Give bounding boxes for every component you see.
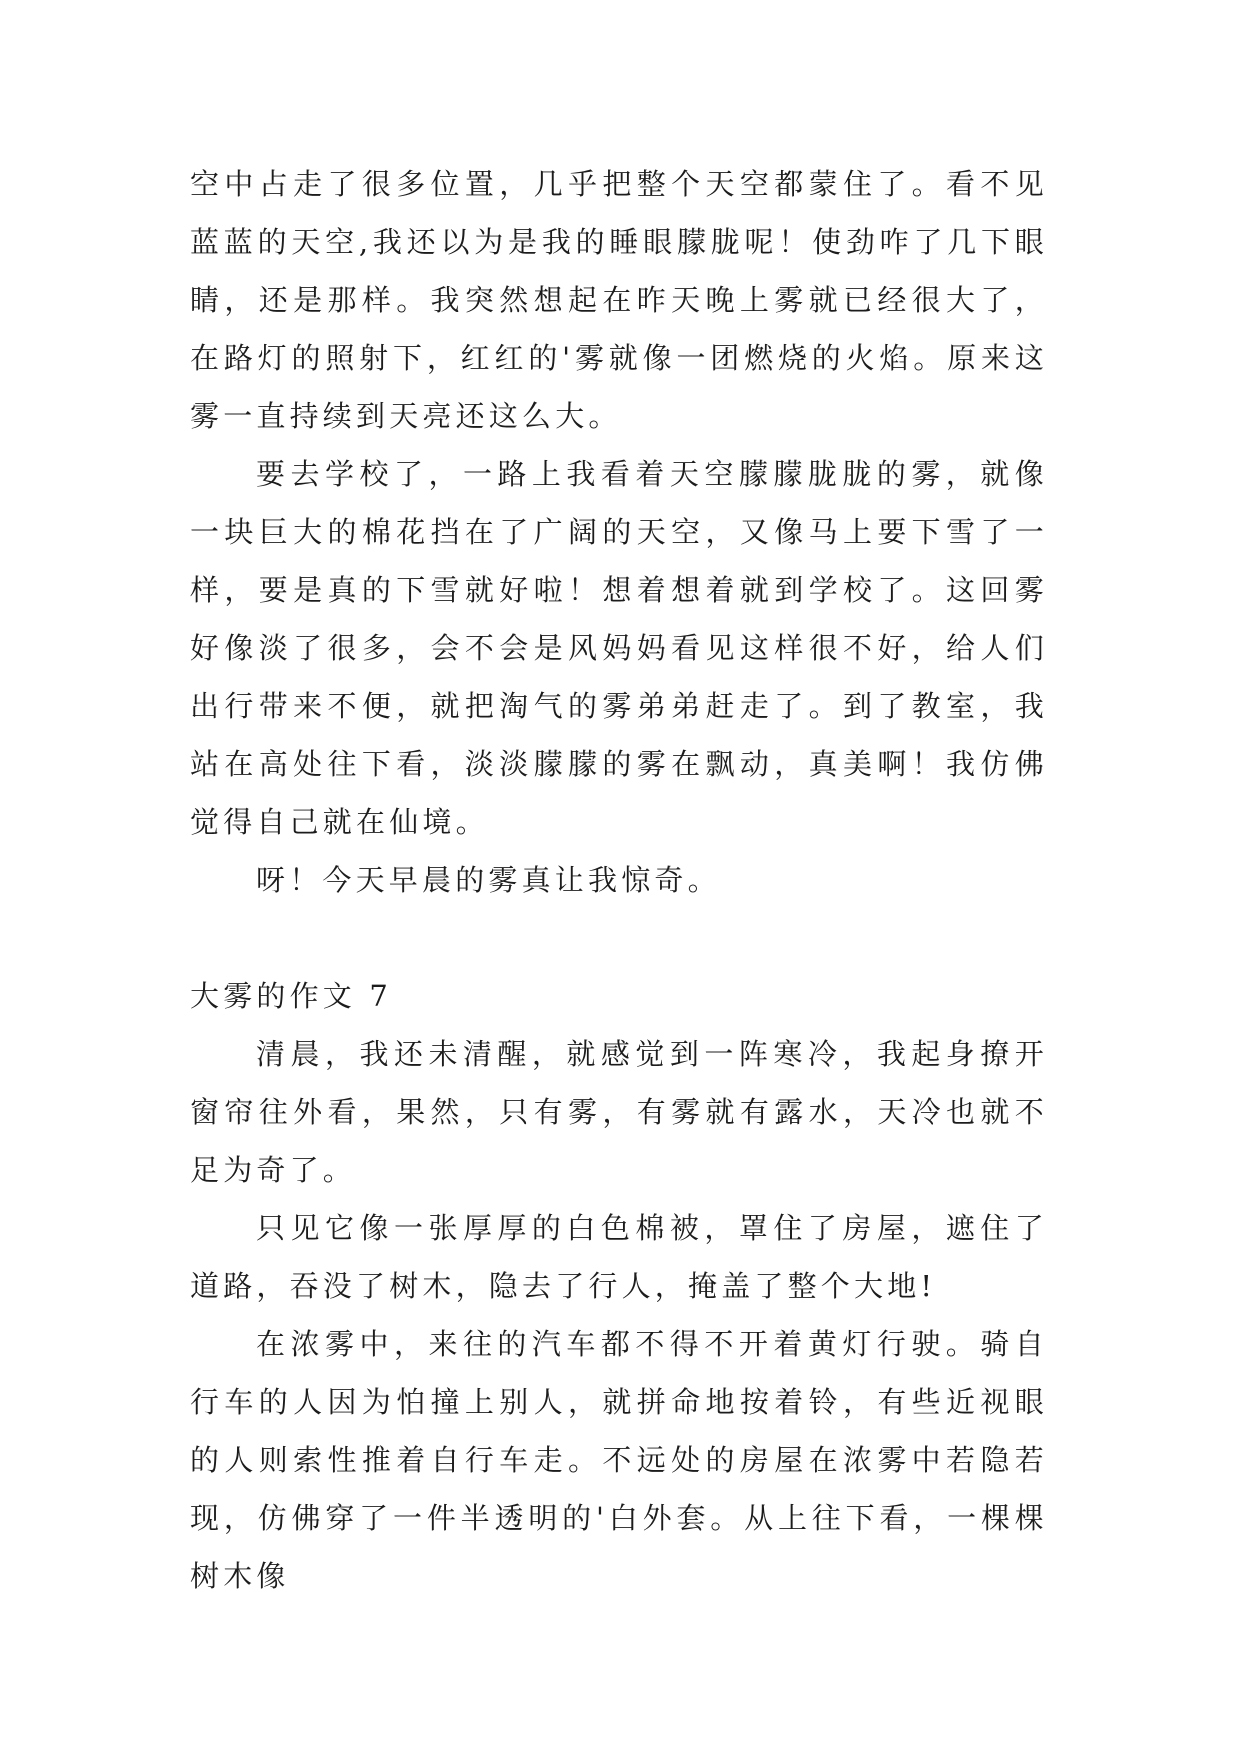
section-title: 大雾的作文 7 (190, 979, 393, 1013)
document-body (190, 155, 1048, 1605)
paragraph-continued: 空中占走了很多位置，几乎把整个天空都蒙住了。看不见蓝蓝的天空,我还以为是我的睡眼朦胧呢！使劲咋了几下眼睛，还是那样。我突然想起在昨天晚上雾就已经很大了，在路灯的照射下，红红的'雾就像一团燃烧的火焰。原来这雾一直持续到天亮还这么大。 (190, 167, 1048, 433)
paragraph: 只见它像一张厚厚的白色棉被，罩住了房屋，遮住了道路，吞没了树木，隐去了行人，掩盖了整个大地! (190, 1211, 1048, 1303)
paragraph: 清晨，我还未清醒，就感觉到一阵寒冷，我起身撩开窗帘往外看，果然，只有雾，有雾就有露水，天冷也就不足为奇了。 (190, 1037, 1048, 1187)
paragraph: 要去学校了，一路上我看着天空朦朦胧胧的雾，就像一块巨大的棉花挡在了广阔的天空，又像马上要下雪了一样，要是真的下雪就好啦！想着想着就到学校了。这回雾好像淡了很多，会不会是风妈妈看见这样很不好，给人们出行带来不便，就把淘气的雾弟弟赶走了。到了教室，我站在高处往下看，淡淡朦朦的雾在飘动，真美啊！我仿佛觉得自己就在仙境。 (190, 457, 1048, 839)
paragraph: 呀！今天早晨的雾真让我惊奇。 (256, 863, 721, 897)
section-spacer (190, 909, 1048, 967)
paragraph: 在浓雾中，来往的汽车都不得不开着黄灯行驶。骑自行车的人因为怕撞上别人，就拼命地按着铃，有些近视眼的人则索性推着自行车走。不远处的房屋在浓雾中若隐若现，仿佛穿了一件半透明的'白外套。从上往下看，一棵棵树木像 (190, 1327, 1048, 1593)
